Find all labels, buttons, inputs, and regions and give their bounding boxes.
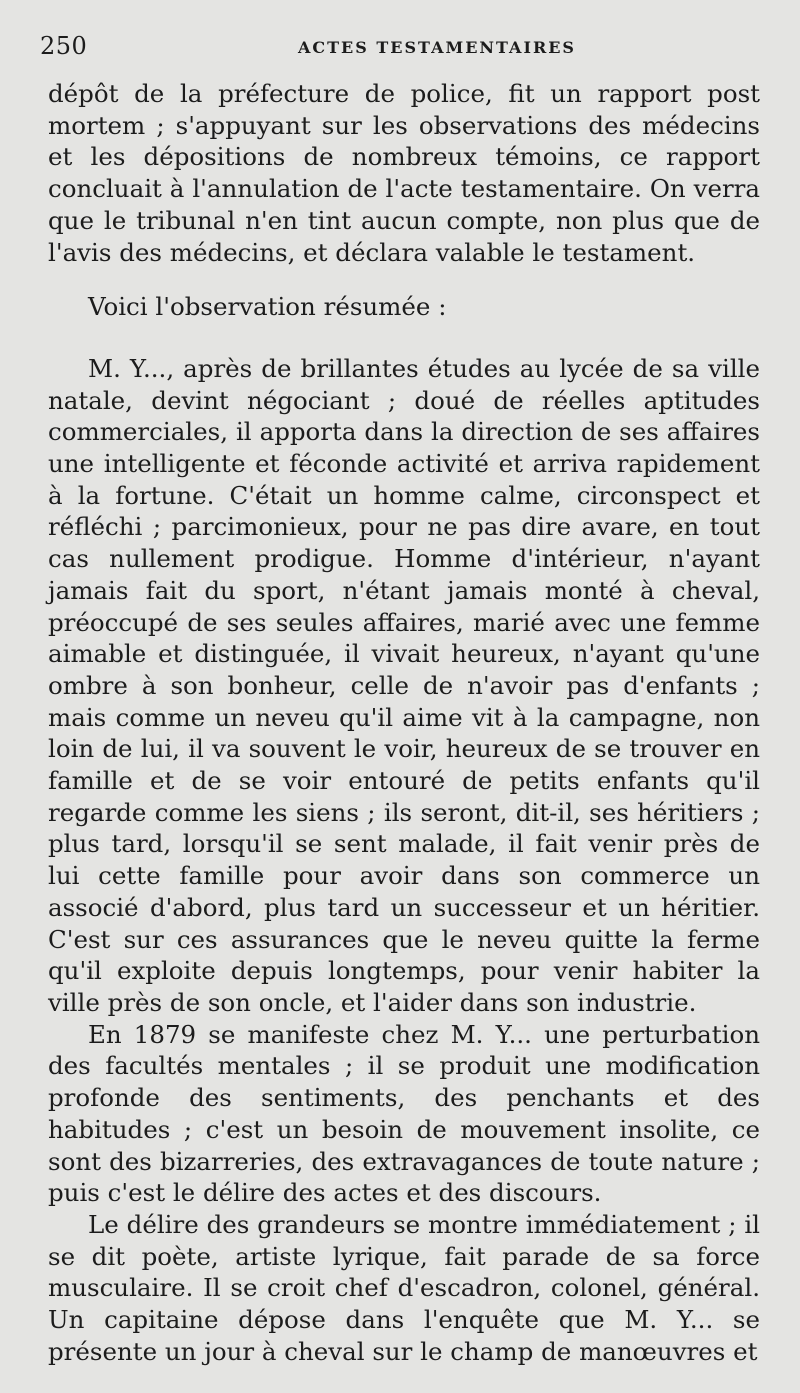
- running-title: ACTES TESTAMENTAIRES: [298, 38, 576, 57]
- paragraph-observation: M. Y..., après de brillantes études au lycée de sa ville natale, devint négociant ; doué de réelles aptitudes commerciales, il apporta dans la direction de ses affaires une intelligente et féconde activité et arriva rapidement à la fortune. C'était un homme calme, circonspect et réfléchi ; parcimonieux, pour ne pas dire avare, en tout cas nullement prodigue. Homme d'intérieur, n'ayant jamais fait du sport, n'étant jamais monté à cheval, préoccupé de ses seules affaires, marié avec une femme aimable et distinguée, il vivait heureux, n'ayant qu'une ombre à son bonheur, celle de n'avoir pas d'enfants ; mais comme un neveu qu'il aime vit à la campagne, non loin de lui, il va souvent le voir, heureux de se trouver en famille et de se voir entouré de petits enfants qu'il regarde comme les siens ; ils seront, dit-il, ses héritiers ; plus tard, lorsqu'il se sent malade, il fait venir près de lui cette famille pour avoir dans son commerce un associé d'abord, plus tard un successeur et un héritier. C'est sur ces assurances que le neveu quitte la ferme qu'il exploite depuis longtemps, pour venir habiter la ville près de son oncle, et l'aider dans son industrie.: [48, 353, 760, 1017]
- paragraph-delire: Le délire des grandeurs se montre immédiatement ; il se dit poète, artiste lyrique, fait parade de sa force musculaire. Il se croit chef d'escadron, colonel, général. Un capitaine dépose dans l'enquête que M. Y... se présente un jour à cheval sur le champ de manœuvres et: [48, 1209, 760, 1366]
- body-text: [48, 78, 760, 1367]
- page-header: [40, 32, 780, 68]
- paragraph-1879: En 1879 se manifeste chez M. Y... une perturbation des facultés mentales ; il se produit une modification profonde des sentiments, des penchants et des habitudes ; c'est un besoin de mouvement insolite, ce sont des bizarreries, des extravagances de toute nature ; puis c'est le délire des actes et des discours.: [48, 1019, 760, 1208]
- page-number: 250: [40, 32, 88, 60]
- paragraph-continuation: dépôt de la préfecture de police, fit un rapport post mortem ; s'appuyant sur les observations des médecins et les dépositions de nombreux témoins, ce rapport concluait à l'annulation de l'acte testamentaire. On verra que le tribunal n'en tint aucun compte, non plus que de l'avis des médecins, et déclara valable le testament.: [48, 79, 760, 267]
- paragraph-intro: Voici l'observation résumée :: [88, 292, 447, 322]
